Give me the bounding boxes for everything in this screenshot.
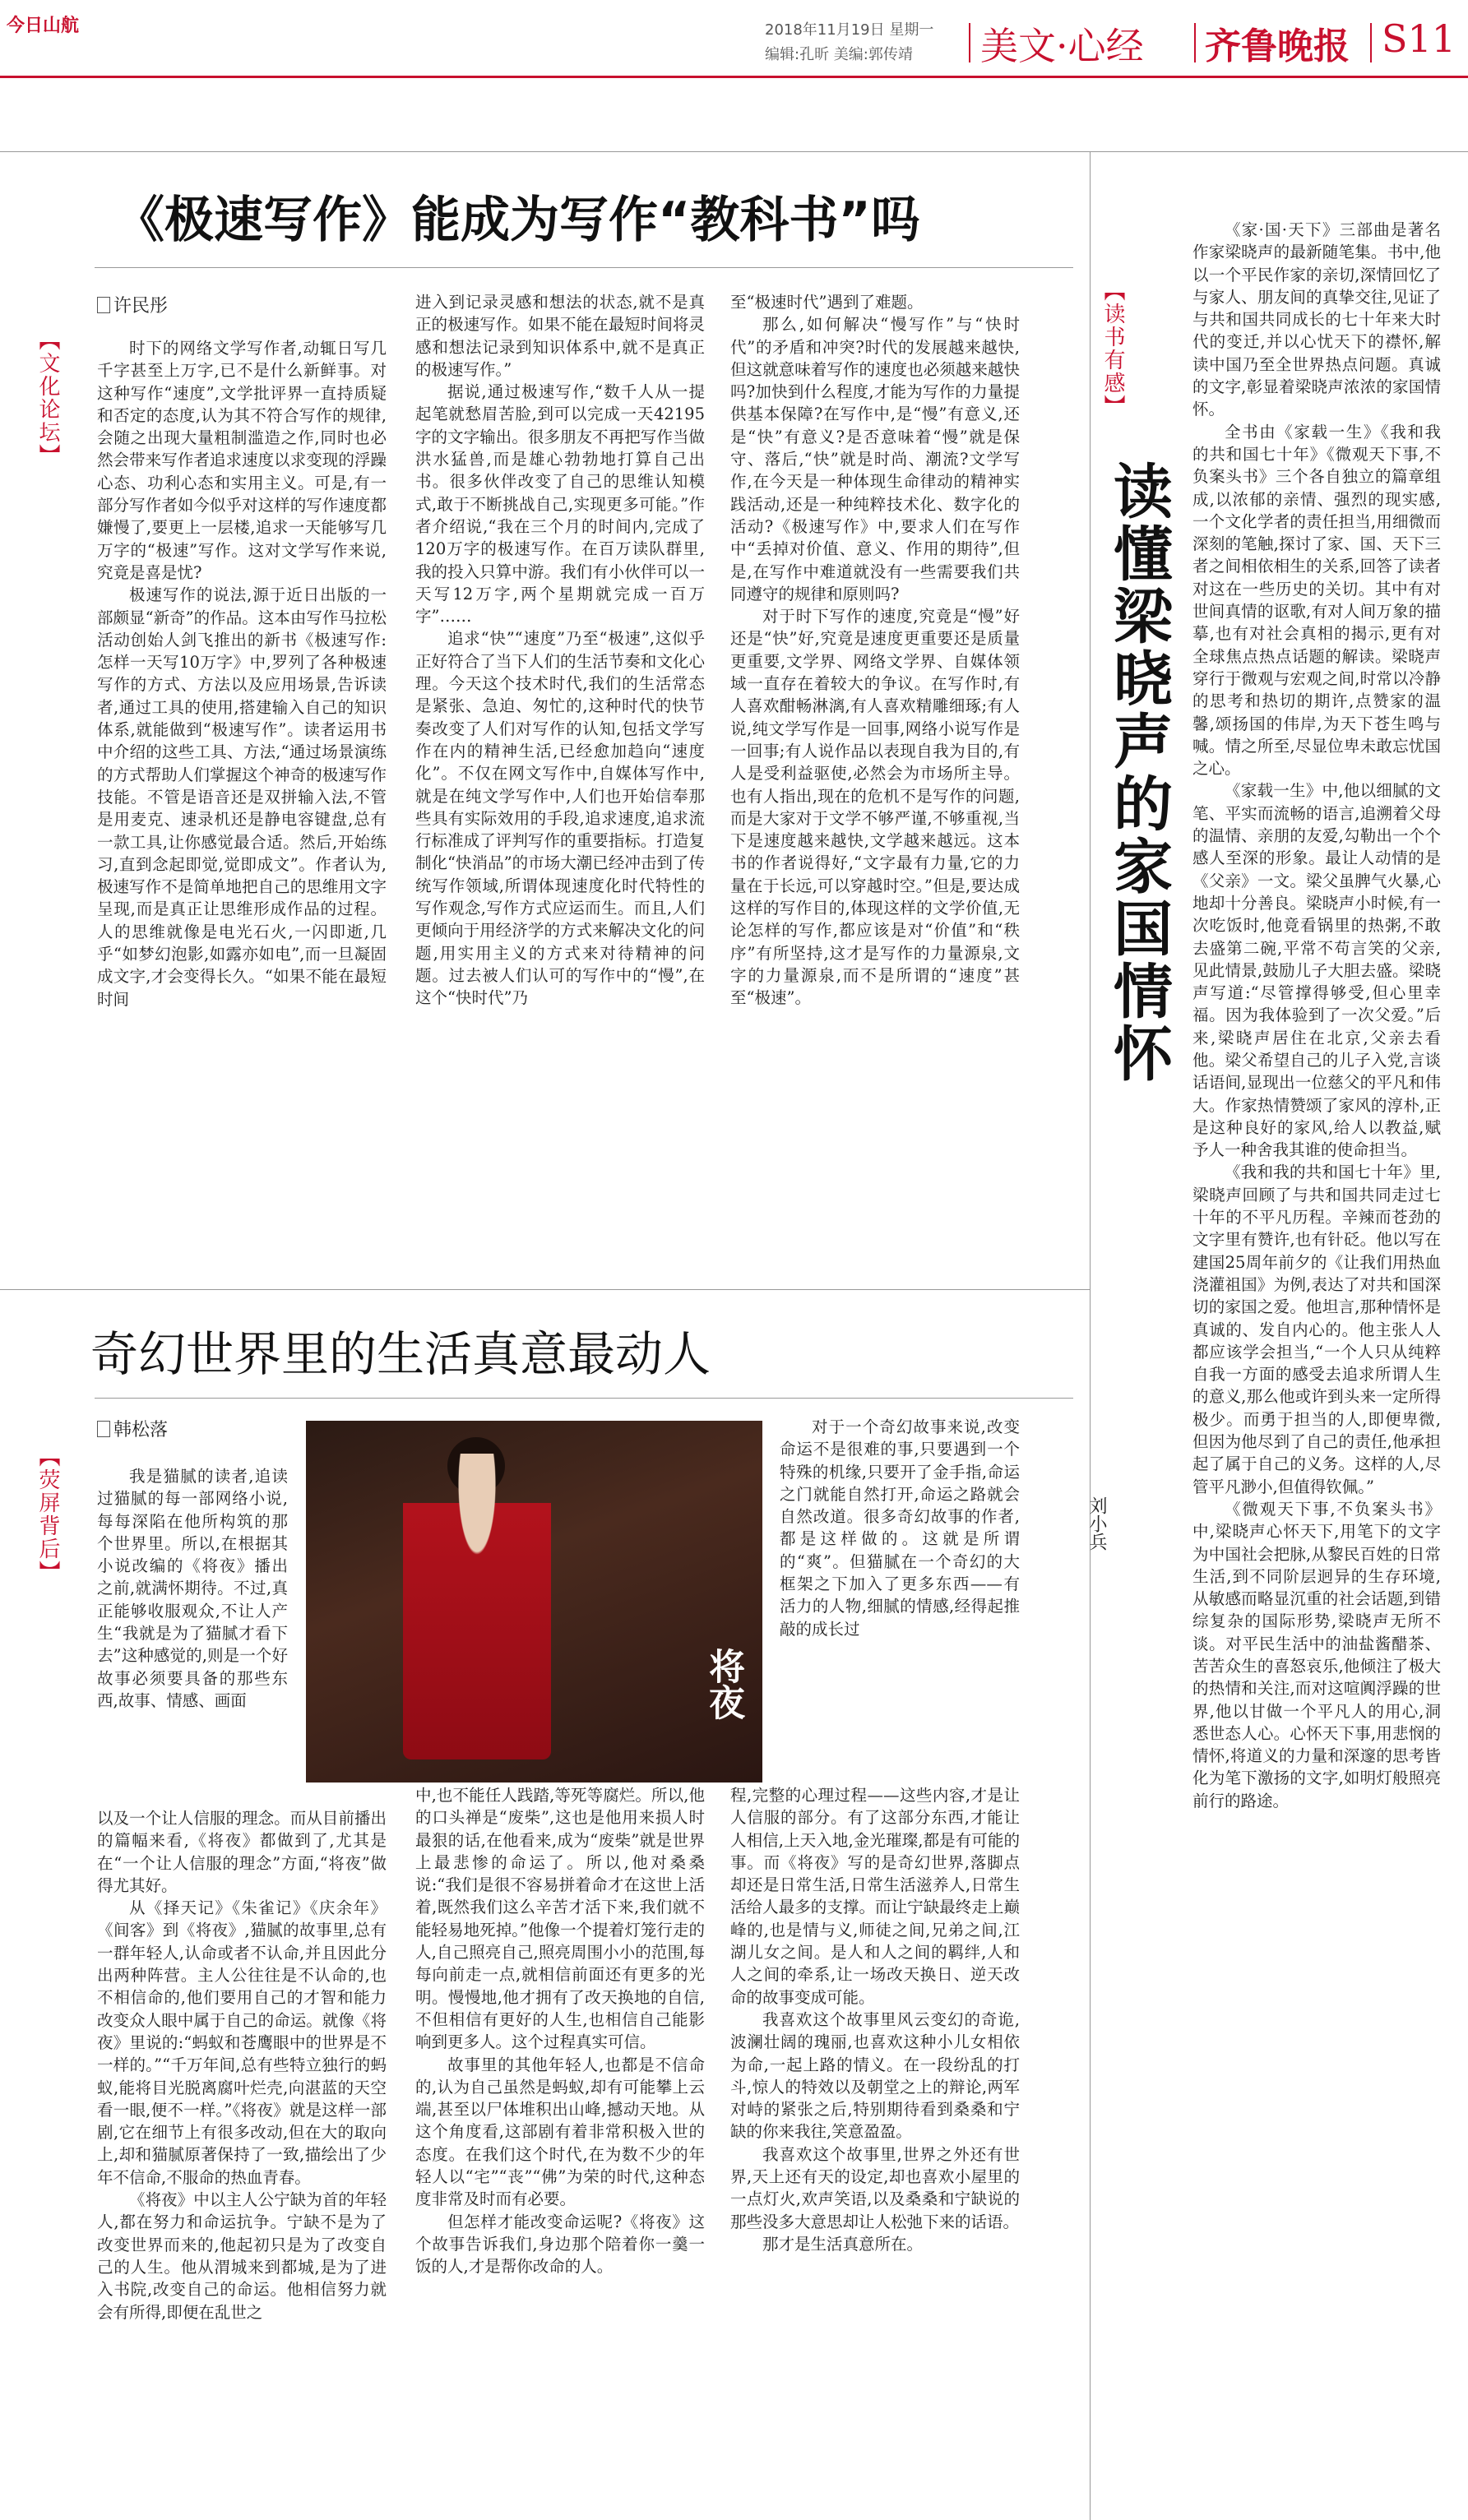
author-name: 许民彤	[113, 296, 169, 317]
article-title: 读懂梁晓声的家国情怀	[1104, 460, 1173, 1085]
paragraph: 中,也不能任人践踏,等死等腐烂。所以,他的口头禅是“废柴”,这也是他用来损人时最狠的话,在他看来,成为“废柴”就是世界上最悲惨的命运了。所以,他对桑桑说:“我们是很不容易拼着命才在这世上活着,既然我们这么辛苦才活下来,我们就不能轻易地死掉。”他像一个提着灯笼行走的人,自己照亮自己,照亮周围小小的范围,每每向前走一点,就相信前面还有更多的光明。慢慢地,他才拥有了改天换地的自信,不但相信有更好的人生,也相信自己能影响到更多人。这个过程真实可信。	[415, 1786, 705, 2052]
article-title: 《极速写作》能成为写作“教科书”吗	[115, 192, 920, 249]
rule	[0, 1289, 1090, 1290]
article-column-1-bottom	[97, 1807, 387, 2506]
editor-credits: 编辑:孔昕 美编:郭传靖	[765, 46, 913, 63]
paragraph: 那么,如何解决“慢写作”与“快时代”的矛盾和冲突?时代的发展越来越快,但这就意味着写作的速度也必须越来越快吗?加快到什么程度,才能为写作的力量提供基本保障?在写作中,是“慢”有意义,还是“快”有意义?是否意味着“慢”就是保守、落后,“快”就是时尚、潮流?文学写作,在今天是一种体现生命律动的精神实践活动,还是一种纯粹技术化、数字化的活动?《极速写作》中,要求人们在写作中“丢掉对价值、意义、作用的期待”,但是,在写作中难道就没有一些需要我们共同遵守的规律和原则吗?	[730, 315, 1020, 603]
rule	[95, 1398, 1073, 1399]
article-column	[1192, 219, 1441, 2506]
article-column-3-bottom	[730, 1784, 1020, 2506]
paragraph: 极速写作的说法,源于近日出版的一部颇显“新奇”的作品。这本由写作马拉松活动创始人剑飞推出的新书《极速写作:怎样一天写10万字》中,罗列了各种极速写作的方式、方法以及应用场景,告诉读者,通过工具的使用,搭建输入自己的知识体系,就能做到“极速写作”。读者运用书中介绍的这些工具、方法,“通过场景演练的方式帮助人们掌握这个神奇的极速写作技能。不管是语音还是双拼输入法,不管是用麦克、速录机还是静电容键盘,总有一款工具,让你感觉最合适。然后,开始练习,直到念起即觉,觉即成文”。作者认为,极速写作不是简单地把自己的思维用文字呈现,而是真正让思维形成作品的过程。人的思维就像是电光石火,一闪即逝,几乎“如梦幻泡影,如露亦如电”,而一旦凝固成文字,才会变得长久。“如果不能在最短时间	[97, 585, 387, 1009]
paragraph: 《家·国·天下》三部曲是著名作家梁晓声的最新随笔集。书中,他以一个平民作家的亲切,深情回忆了与家人、朋友间的真挚交往,见证了与共和国共同成长的七十年来大时代的变迁,并以心忧天下的襟怀,解读中国乃至全世界热点问题。真诚的文字,彰显着梁晓声浓浓的家国情怀。	[1192, 220, 1441, 419]
byline-box-icon	[97, 1421, 110, 1437]
paragraph: 我喜欢这个故事里,世界之外还有世界,天上还有天的设定,却也喜欢小屋里的一点灯火,欢声笑语,以及桑桑和宁缺说的那些没多大意思却让人松弛下来的话语。	[730, 2144, 1020, 2231]
byline: 刘小兵	[1086, 1496, 1107, 1551]
article-column-2	[415, 1784, 705, 2506]
rule	[0, 151, 1468, 152]
column-tag: 【文化论坛】	[35, 329, 60, 467]
issue-date: 2018年11月19日 星期一	[765, 21, 934, 39]
column-divider	[1090, 151, 1091, 2520]
rule	[95, 267, 1073, 268]
article-column-2	[415, 291, 705, 1266]
article-column-3	[730, 291, 1020, 1266]
paragraph: 《将夜》中以主人公宁缺为首的年轻人,都在努力和命运抗争。宁缺不是为了改变世界而来的,他起初只是为了改变自己的人生。他从渭城来到都城,是为了进入书院,改变自己的命运。他相信努力就会有所得,即便在乱世之	[97, 2190, 387, 2322]
paragraph: 全书由《家载一生》《我和我的共和国七十年》《微观天下事,不负案头书》三个各自独立的篇章组成,以浓郁的亲情、强烈的现实感,一个文化学者的责任担当,用细微而深刻的笔触,探讨了家、国、天下三者之间相依相生的关系,回答了读者对这在一些历史的关切。其中有对世间真情的讴歌,有对人间万象的描摹,也有对社会真相的揭示,更有对全球焦点热点话题的解读。梁晓声穿行于微观与宏观之间,时常以冷静的思考和热切的期许,点赞家的温馨,颂扬国的伟岸,为天下苍生鸣与喊。情之所至,尽显位卑未敢忘忧国之心。	[1192, 422, 1441, 779]
article-column-1-top	[97, 1465, 288, 1802]
paragraph: 时下的网络文学写作者,动辄日写几千字甚至上万字,已不是什么新鲜事。对这种写作“速度”,文学批评界一直持质疑和否定的态度,认为其不符合写作的规律,会随之出现大量粗制滥造之作,同时也必然会带来写作者追求速度以求变现的浮躁心态、功利心态和实用主义。可是,有一部分写作者如今似乎对这样的写作速度都嫌慢了,要更上一层楼,追求一天能够写几万字的“极速”写作。这对文学写作来说,究竟是喜是忧?	[97, 339, 387, 582]
paragraph: 进入到记录灵感和想法的状态,就不是真正的极速写作。如果不能在最短时间将灵感和想法记录到知识体系中,就不是真正的极速写作。”	[415, 293, 705, 379]
newspaper-logo: 齐鲁晚报	[1205, 25, 1350, 67]
masthead-divider	[1370, 23, 1372, 62]
actress-figure	[403, 1454, 551, 1759]
column-tag: 【读书有感】	[1100, 280, 1125, 418]
article-column-3-top	[780, 1416, 1020, 1782]
paragraph: 程,完整的心理过程——这些内容,才是让人信服的部分。有了这部分东西,才能让人相信,上天入地,金光璀璨,都是有可能的事。而《将夜》写的是奇幻世界,落脚点却还是日常生活,日常生活滋养人,日常生活给人最多的支撑。而让宁缺最终走上巅峰的,也是情与义,师徒之间,兄弟之间,江湖儿女之间。是人和人之间的羁绊,人和人之间的牵系,让一场改天换日、逆天改命的故事变成可能。	[730, 1786, 1020, 2007]
show-title-logo: 将夜	[702, 1648, 744, 1720]
page-number: S11	[1382, 16, 1456, 61]
masthead-rule	[0, 76, 1468, 78]
paragraph: 《我和我的共和国七十年》里,梁晓声回顾了与共和国共同走过七十年的不平凡历程。辛辣而苍劲的文字里有赞许,也有针砭。他以写在建国25周年前夕的《让我们用热血浇灌祖国》为例,表达了对共和国深切的家国之爱。他坦言,那种情怀是真诚的、发自内心的。他主张人人都应该学会担当,“一个人只从纯粹自我一方面的感受去追求所谓人生的意义,那么他或许到头来一定所得极少。而勇于担当的人,即便卑微,但因为他尽到了自己的责任,他承担起了属于自己的义务。这样的人,尽管平凡渺小,但值得钦佩。”	[1192, 1163, 1441, 1496]
page-corner-label: 今日山航	[7, 16, 80, 36]
paragraph: 《微观天下事,不负案头书》中,梁晓声心怀天下,用笔下的文字为中国社会把脉,从黎民百姓的日常生活,到不同阶层迥异的生存环境,从敏感而略显沉重的社会话题,到错综复杂的国际形势,梁晓声无所不谈。对平民生活中的油盐酱醋茶、苦苦众生的喜怒哀乐,他倾注了极大的热情和关注,而对这喧阗浮躁的世界,他以甘做一个平凡人的用心,洞悉世态人心。心怀天下事,用悲悯的情怀,将道义的力量和深邃的思考皆化为笔下激扬的文字,如明灯般照亮前行的路途。	[1192, 1499, 1441, 1810]
article-title: 奇幻世界里的生活真意最动人	[90, 1326, 711, 1382]
paragraph: 那才是生活真意所在。	[762, 2234, 924, 2254]
byline	[97, 1416, 168, 1441]
column-tag: 【荧屏背后】	[35, 1445, 60, 1584]
paragraph: 故事里的其他年轻人,也都是不信命的,认为自己虽然是蚂蚁,却有可能攀上云端,甚至以尸体堆积出山峰,撼动天地。从这个角度看,这部剧有着非常积极入世的态度。在我们这个时代,在为数不少的年轻人以“宅”“丧”“佛”为荣的时代,这种态度非常及时而有必要。	[415, 2055, 705, 2209]
paragraph: 以及一个让人信服的理念。而从目前播出的篇幅来看,《将夜》都做到了,尤其是在“一个让人信服的理念”方面,“将夜”做得尤其好。	[97, 1809, 387, 1895]
author-name: 韩松落	[113, 1420, 169, 1440]
drama-still-photo	[306, 1421, 762, 1782]
paragraph: 对于时下写作的速度,究竟是“慢”好还是“快”好,究竟是速度更重要还是质量更重要,文学界、网络文学界、自媒体领域一直存在着较大的争议。在写作时,有人喜欢酣畅淋漓,有人喜欢精雕细琢;有人说,纯文学写作是一回事,网络小说写作是一回事;有人说作品以表现自我为目的,有人是受利益驱使,必然会为市场所主导。也有人指出,现在的危机不是写作的问题,而是大家对于文学不够严谨,不够重视,当下是速度越来越快,文学越来越远。这本书的作者说得好,“文字最有力量,它的力量在于长远,可以穿越时空。”但是,要达成这样的写作目的,体现这样的文学价值,无论怎样的写作,都应该是对“价值”和“秩序”有所坚持,这才是写作的力量源泉,文字的力量源泉,而不是所谓的“速度”甚至“极速”。	[730, 607, 1020, 1008]
byline-box-icon	[97, 297, 110, 313]
byline	[97, 292, 168, 317]
masthead-divider	[1194, 23, 1196, 62]
paragraph: 对于一个奇幻故事来说,改变命运不是很难的事,只要遇到一个特殊的机缘,只要开了金手指,命运之门就能自然打开,命运之路就会自然改道。很多奇幻故事的作者,都是这样做的。这就是所谓的“爽”。但猫腻在一个奇幻的大框架之下加入了更多东西——有活力的人物,细腻的情感,经得起推敲的成长过	[780, 1417, 1020, 1639]
section-title: 美文·心经	[980, 24, 1144, 68]
paragraph: 我是猫腻的读者,追读过猫腻的每一部网络小说,每每深陷在他所构筑的那个世界里。所以,在根据其小说改编的《将夜》播出之前,就满怀期待。不过,真正能够收服观众,不让人产生“我就是为了猫腻才看下去”这种感觉的,则是一个好故事必须要具备的那些东西,故事、情感、画面	[97, 1467, 288, 1710]
paragraph: 我喜欢这个故事里风云变幻的奇诡,波澜壮阔的瑰丽,也喜欢这种小儿女相依为命,一起上路的情义。在一段纷乱的打斗,惊人的特效以及朝堂之上的辩论,两军对峙的紧张之后,特别期待看到桑桑和宁缺的你来我往,笑意盈盈。	[730, 2009, 1020, 2142]
article-column-1	[97, 337, 387, 1266]
paragraph: 据说,通过极速写作,“数千人从一提起笔就愁眉苦脸,到可以完成一天42195字的文字输出。很多朋友不再把写作当做洪水猛兽,而是雄心勃勃地打算自己出书。很多伙伴改变了自己的思维认知模式,敢于不断挑战自己,实现更多可能。”作者介绍说,“我在三个月的时间内,完成了120万字的极速写作。在百万读队群里,我的投入只算中游。我们有小伙伴可以一天写12万字,两个星期就完成一百万字”……	[415, 382, 705, 627]
paragraph: 追求“快”“速度”乃至“极速”,这似乎正好符合了当下人们的生活节奏和文化心理。今天这个技术时代,我们的生活常态是紧张、急迫、匆忙的,这种时代的快节奏改变了人们对写作的认知,包括文学写作在内的精神生活,已经愈加趋向“速度化”。不仅在网文写作中,自媒体写作中,就是在纯文学写作中,人们也开始信奉那些具有实际效用的手段,追求速度,追求流行标准成了评判写作的重要指标。打造复制化“快消品”的市场大潮已经冲击到了传统写作领域,所谓体现速度化时代特性的写作观念,写作方式应运而生。而且,人们更倾向于用经济学的方式来解决文化的问题,用实用主义的方式来对待精神的问题。过去被人们认可的写作中的“慢”,在这个“快时代”乃	[415, 629, 705, 1008]
masthead-divider	[969, 23, 970, 62]
paragraph: 但怎样才能改变命运呢?《将夜》这个故事告诉我们,身边那个陪着你一羹一饭的人,才是帮你改命的人。	[415, 2212, 705, 2277]
paragraph: 从《择天记》《朱雀记》《庆余年》《间客》到《将夜》,猫腻的故事里,总有一群年轻人,认命或者不认命,并且因此分出两种阵营。主人公往往是不认命的,也不相信命的,他们要用自己的才智和能力改变众人眼中属于自己的命运。就像《将夜》里说的:“蚂蚁和苍鹰眼中的世界是不一样的。”“千万年间,总有些特立独行的蚂蚁,能将目光脱离腐叶烂壳,向湛蓝的天空看一眼,便不一样。”《将夜》就是这样一部剧,它在细节上有很多改动,但在大的取向上,却和猫腻原著保持了一致,描绘出了少年不信命,不服命的热血青春。	[97, 1898, 387, 2187]
paragraph: 《家载一生》中,他以细腻的文笔、平实而流畅的语言,追溯着父母的温情、亲朋的友爱,勾勒出一个个感人至深的形象。最让人动情的是《父亲》一文。梁父虽脾气火暴,心地却十分善良。梁晓声小时候,有一次吃饭时,他竟看锅里的热粥,不敢去盛第二碗,平常不苟言笑的父亲,见此情景,鼓励儿子大胆去盛。梁晓声写道:“尽管撑得够受,但心里幸福。因为我体验到了一次父爱。”后来,梁晓声居住在北京,父亲去看他。梁父希望自己的儿子入党,言谈话语间,显现出一位慈父的平凡和伟大。作家热情赞颂了家风的淳朴,正是这种良好的家风,给人以教益,赋予人一种舍我其谁的使命担当。	[1192, 781, 1441, 1160]
paragraph: 至“极速时代”遇到了难题。	[730, 293, 924, 312]
